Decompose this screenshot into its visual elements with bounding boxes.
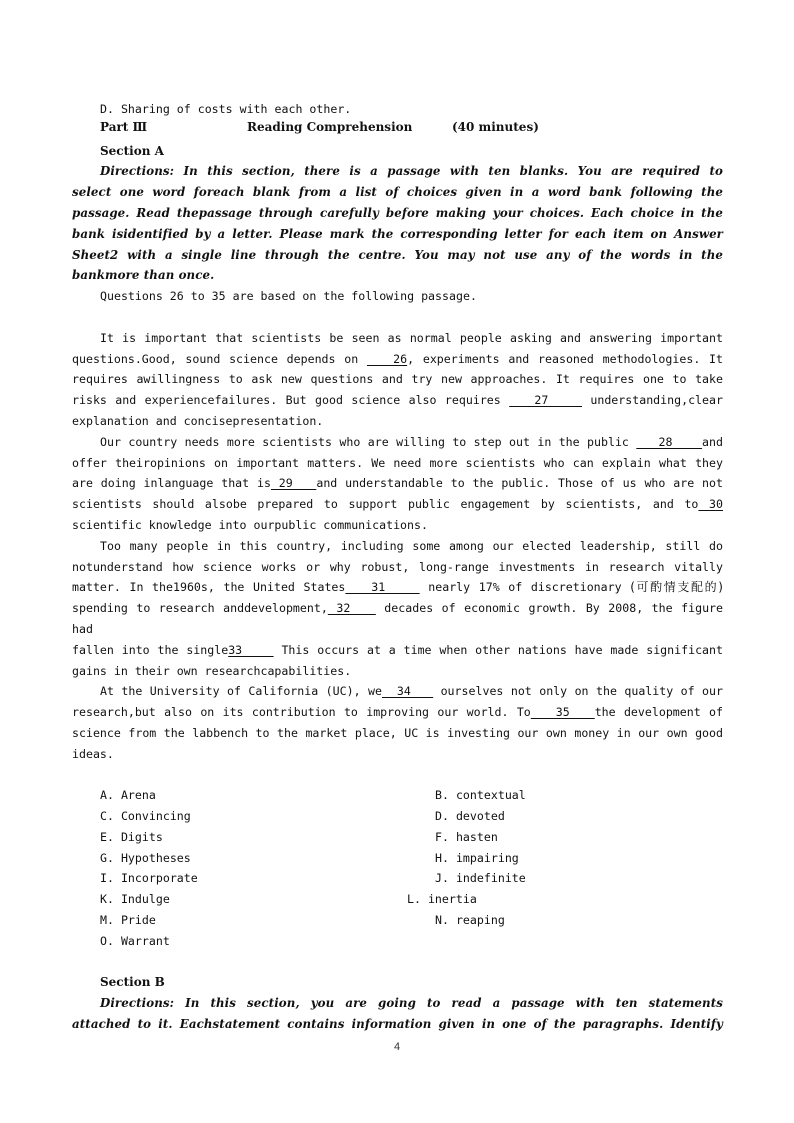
blank-33: 33 <box>228 642 274 657</box>
blank-26: 26 <box>366 351 408 366</box>
option-b: B. contextual <box>435 788 526 803</box>
passage-line: Our country needs more scientists who are willing to step out in the public 28 and <box>100 434 723 449</box>
part-time: (40 minutes) <box>452 119 539 134</box>
word-bank-row <box>72 785 723 806</box>
blank-27: 27 <box>509 393 582 408</box>
directions-line: Directions: In this section, you are going to read a passage with ten statements <box>100 996 723 1011</box>
word-bank <box>72 785 723 951</box>
word-bank-row <box>72 848 723 869</box>
option-m: M. Pride <box>100 913 156 928</box>
passage-line: fallen into the single33 This occurs at a time when other nations have made significant <box>72 642 723 657</box>
blank-28: 28 <box>636 434 703 449</box>
word-bank-row <box>72 827 723 848</box>
passage-line: notunderstand how science works or why robust, long-range investments in research vitally <box>72 559 723 574</box>
option-k: K. Indulge <box>100 892 170 907</box>
section-a-heading: Section A <box>100 143 164 158</box>
blank-29: 29 <box>270 476 317 491</box>
word-bank-row <box>72 806 723 827</box>
passage-line: scientific knowledge into ourpublic communications. <box>72 517 428 532</box>
word-bank-row <box>72 910 723 931</box>
chinese-gloss: (可酌情支配的) <box>630 580 723 595</box>
option-e: E. Digits <box>100 829 163 844</box>
directions-line: attached to it. Eachstatement contains information given in one of the paragraphs. Identify <box>72 1017 723 1032</box>
option-c: C. Convincing <box>100 809 191 824</box>
word-bank-row <box>72 931 723 952</box>
passage-line: gains in their own researchcapabilities. <box>72 663 352 678</box>
option-h: H. impairing <box>435 850 519 865</box>
directions-line: Sheet2 with a single line through the centre. You may not use any of the words in the <box>72 247 723 262</box>
passage-line: explanation and concisepresentation. <box>72 413 324 428</box>
blank-30: 30 <box>698 497 723 512</box>
passage-paragraph-1 <box>72 328 723 432</box>
directions-line: passage. Read thepassage through carefully before making your choices. Each choice in the <box>72 205 723 220</box>
directions-line: bankmore than once. <box>72 268 215 283</box>
option-a: A. Arena <box>100 788 156 803</box>
passage-line: requires awillingness to ask new questions and try new approaches. It requires one to take <box>72 372 723 387</box>
document-page <box>72 99 723 1035</box>
section-b-directions <box>72 993 723 1035</box>
blank-35: 35 <box>530 705 595 720</box>
passage-line: ideas. <box>72 746 114 761</box>
option-n: N. reaping <box>435 913 505 928</box>
passage-line: scientists should alsobe prepared to support public engagement by scientists, and to 30 <box>72 497 723 512</box>
passage-intro: Questions 26 to 35 are based on the following passage. <box>100 289 477 304</box>
passage-line: Too many people in this country, including some among our elected leadership, still do <box>100 538 723 553</box>
passage-line: are doing inlanguage that is 29 and understandable to the public. Those of us who are not <box>72 476 723 491</box>
passage-line: It is important that scientists be seen as normal people asking and answering important <box>100 330 723 345</box>
page-number: 4 <box>393 1041 401 1053</box>
previous-option-d: D. Sharing of costs with each other. <box>100 102 352 116</box>
blank-32: 32 <box>327 601 376 616</box>
option-d: D. devoted <box>435 809 505 824</box>
part-label: Part Ⅲ <box>100 119 148 134</box>
section-b-heading: Section B <box>100 975 165 990</box>
option-g: G. Hypotheses <box>100 850 191 865</box>
word-bank-row <box>72 868 723 889</box>
word-bank-row <box>72 889 723 910</box>
blank-31: 31 <box>345 580 420 595</box>
passage-paragraph-3 <box>72 536 723 682</box>
passage-line: matter. In the1960s, the United States 31 nearly 17% of discretionary (可酌情支配的) <box>72 580 723 595</box>
option-o: O. Warrant <box>100 933 170 948</box>
passage-line: questions.Good, sound science depends on 26, experiments and reasoned methodologies. It <box>72 351 724 366</box>
passage-paragraph-4 <box>72 681 723 764</box>
section-a-directions <box>72 161 723 286</box>
blank-34: 34 <box>381 684 434 699</box>
part-title: Reading Comprehension <box>247 119 413 134</box>
passage-line: offer theiropinions on important matters. We need more scientists who can explain what they <box>72 455 723 470</box>
option-l: L. inertia <box>407 892 477 907</box>
part-heading <box>72 120 723 141</box>
directions-line: bank isidentified by a letter. Please mark the corresponding letter for each item on Answer <box>72 226 723 241</box>
directions-line: select one word foreach blank from a list of choices given in a word bank following the <box>72 185 723 200</box>
passage-line: At the University of California (UC), we 34 ourselves not only on the quality of our <box>100 684 723 699</box>
option-i: I. Incorporate <box>100 871 198 886</box>
passage-line: spending to research anddevelopment, 32 decades of economic growth. By 2008, the figure had <box>72 601 724 636</box>
passage-line: research,but also on its contribution to improving our world. To 35 the development of <box>72 705 724 720</box>
passage-line: risks and experiencefailures. But good science also requires 27 understanding,clear <box>72 393 723 408</box>
passage-line: science from the labbench to the market place, UC is investing our own money in our own good <box>72 725 723 740</box>
passage-paragraph-2 <box>72 432 723 536</box>
option-f: F. hasten <box>435 829 498 844</box>
option-j: J. indefinite <box>435 871 526 886</box>
directions-line: Directions: In this section, there is a passage with ten blanks. You are required to <box>100 164 723 179</box>
